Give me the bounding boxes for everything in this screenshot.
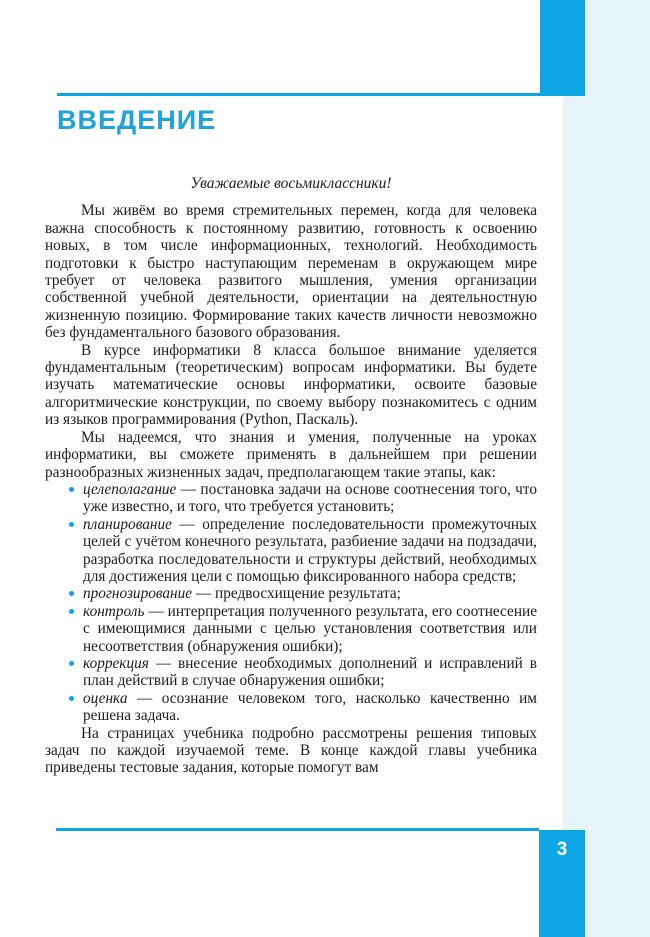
bullet-icon — [69, 609, 74, 614]
stage-description: — внесение необходимых дополнений и исправлений в план действий в случае обнаружения ошибки; — [83, 654, 537, 690]
bullet-icon — [69, 487, 74, 492]
stage-description: — интерпретация полученного результата, его соотнесение с имеющимися данными с целью установления соответствия или несоответствия (обнаружения ошибки); — [83, 602, 537, 655]
stage-description: — предвосхищение результата; — [192, 585, 401, 603]
footer-rule — [56, 828, 539, 831]
bullet-icon — [69, 522, 74, 527]
body-paragraph: На страницах учебника подробно рассмотрены решения типовых задач по каждой изучаемой теме. В конце каждой главы учебника приведены тестовые задания, которые помогут вам — [45, 724, 537, 777]
right-margin-band-top — [585, 0, 650, 95]
chapter-title: ВВЕДЕНИЕ — [57, 105, 217, 135]
body-paragraph: В курсе информатики 8 класса большое внимание уделяется фундаментальным (теоретическим) вопросам информатики. Вы будете изучать математические основы информатики, освоите базовые алгоритмические конструкции, по своему выбору познакомитесь с одним из языков программирования (Python, Паскаль). — [45, 341, 537, 429]
bullet-icon — [69, 661, 74, 666]
stage-item — [83, 603, 537, 655]
stage-item — [83, 481, 537, 516]
stage-term: планирование — [83, 515, 172, 533]
stage-item — [83, 516, 537, 586]
stage-term: коррекция — [83, 654, 149, 672]
page-number-block — [539, 830, 585, 937]
stages-list — [45, 481, 537, 725]
stage-term: оценка — [83, 689, 128, 707]
stage-item — [83, 585, 537, 602]
page-content — [45, 175, 537, 777]
stage-item — [83, 690, 537, 725]
stage-description: — осознание человеком того, насколько качественно им решена задача. — [83, 689, 537, 725]
stage-term: целеполагание — [83, 480, 177, 498]
bullet-icon — [69, 696, 74, 701]
top-corner-block — [540, 0, 585, 96]
stage-description: — постановка задачи на основе соотнесения того, что уже известно, и того, что требуется установить; — [83, 480, 537, 516]
body-paragraph: Мы надеемся, что знания и умения, полученные на уроках информатики, вы сможете применять в дальнейшем при решении разнообразных жизненных задач, предполагающем такие этапы, как: — [45, 428, 537, 481]
stage-description: — определение последовательности промежуточных целей с учётом конечного результата, разбиение задачи на подзадачи, разработка последовательности и структуры действий, необходимых для достижения цели с помощью фиксированного набора средств; — [83, 515, 537, 585]
stage-term: прогнозирование — [83, 585, 193, 603]
greeting-line: Уважаемые восьмиклассники! — [190, 175, 392, 192]
stage-item — [83, 655, 537, 690]
body-paragraph: Мы живём во время стремительных перемен, когда для человека важна способность к постоянному развитию, готовность к освоению новых, в том числе информационных, технологий. Необходимость подготовки к быстро наступающим переменам в окружающем мире требует от человека развитого мышления, умения организации собственной учебной деятельности, ориентации на деятельностную жизненную позицию. Формирование таких качеств личности невозможно без фундаментального базового образования. — [45, 202, 537, 342]
page-number: 3 — [556, 839, 568, 860]
header-rule — [57, 93, 540, 96]
right-margin-band — [563, 95, 650, 937]
bullet-icon — [69, 591, 74, 596]
stage-term: контроль — [83, 602, 145, 620]
